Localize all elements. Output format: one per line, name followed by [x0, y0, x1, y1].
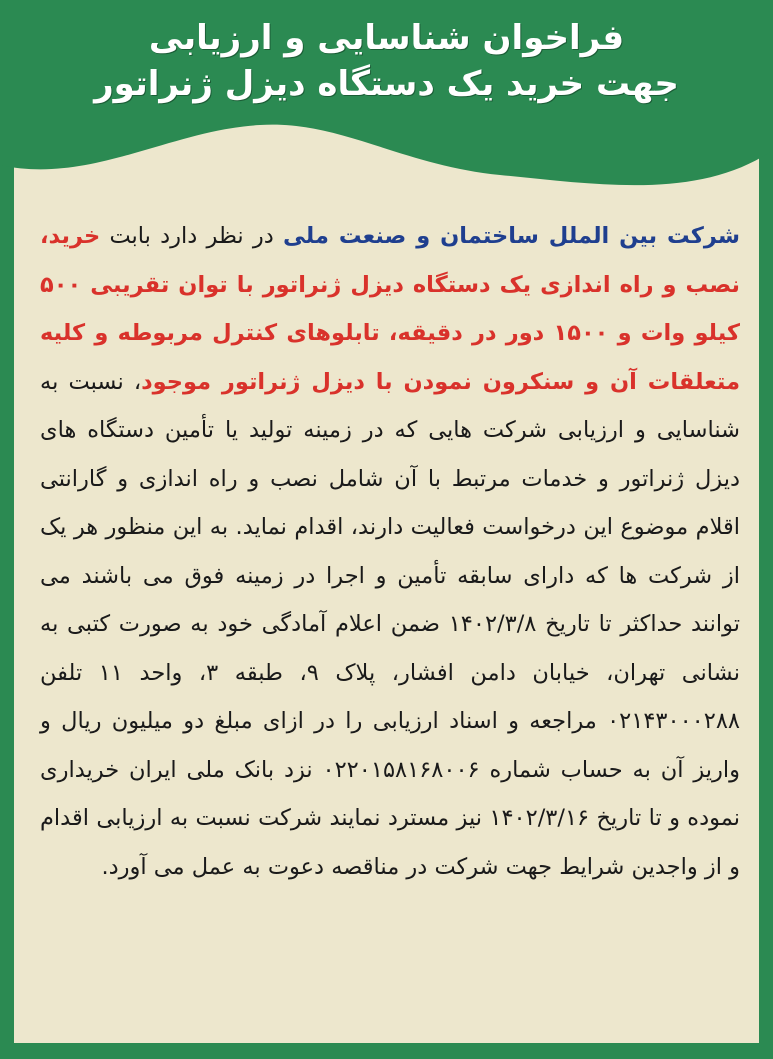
announcement-body [40, 212, 740, 891]
announcement-paragraph [40, 212, 740, 891]
title-line-1: فراخوان شناسایی و ارزیابی [148, 18, 625, 58]
title-line-2: جهت خرید یک دستگاه دیزل ژنراتور [94, 64, 679, 104]
header-banner [0, 0, 773, 205]
body-text: ، نسبت به شناسایی و ارزیابی شرکت هایی که در زمینه تولید یا تأمین دستگاه های دیزل ژنراتور و خدمات مرتبط با آن شامل نصب و راه اندازی و گارانتی اقلام موضوع این درخواست فعالیت دارند، اقدام نماید. به این منظور هر یک از شرکت ها که دارای سابقه تأمین و اجرا در زمینه فوق می باشند می توانند حداکثر تا تاریخ ۱۴۰۲/۳/۸ ضمن اعلام آمادگی خود به صورت کتبی به نشانی تهران، خیابان دامن افشار، پلاک ۹، طبقه ۳، واحد ۱۱ تلفن ۰۲۱۴۳۰۰۰۲۸۸ مراجعه و اسناد ارزیابی را در ازای مبلغ دو میلیون ریال و واریز آن به حساب شماره ۰۲۲۰۱۵۸۱۶۸۰۰۶ نزد بانک ملی ایران خریداری نموده و تا تاریخ ۱۴۰۲/۳/۱۶ نیز مسترد نمایند شرکت نسبت به ارزیابی اقدام و از واجدین شرایط جهت شرکت در مناقصه دعوت به عمل می آورد. [40, 368, 741, 880]
highlighted-subject: خرید، نصب و راه اندازی یک دستگاه دیزل ژنراتور با توان تقریبی ۵۰۰ کیلو وات و ۱۵۰۰ دور در دقیقه، تابلوهای کنترل مربوطه و کلیه متعلقات آن و سنکرون نمودن با دیزل ژنراتور موجود [40, 223, 741, 395]
intro-text: در نظر دارد بابت [100, 223, 284, 249]
company-name: شرکت بین الملل ساختمان و صنعت ملی [283, 223, 740, 249]
